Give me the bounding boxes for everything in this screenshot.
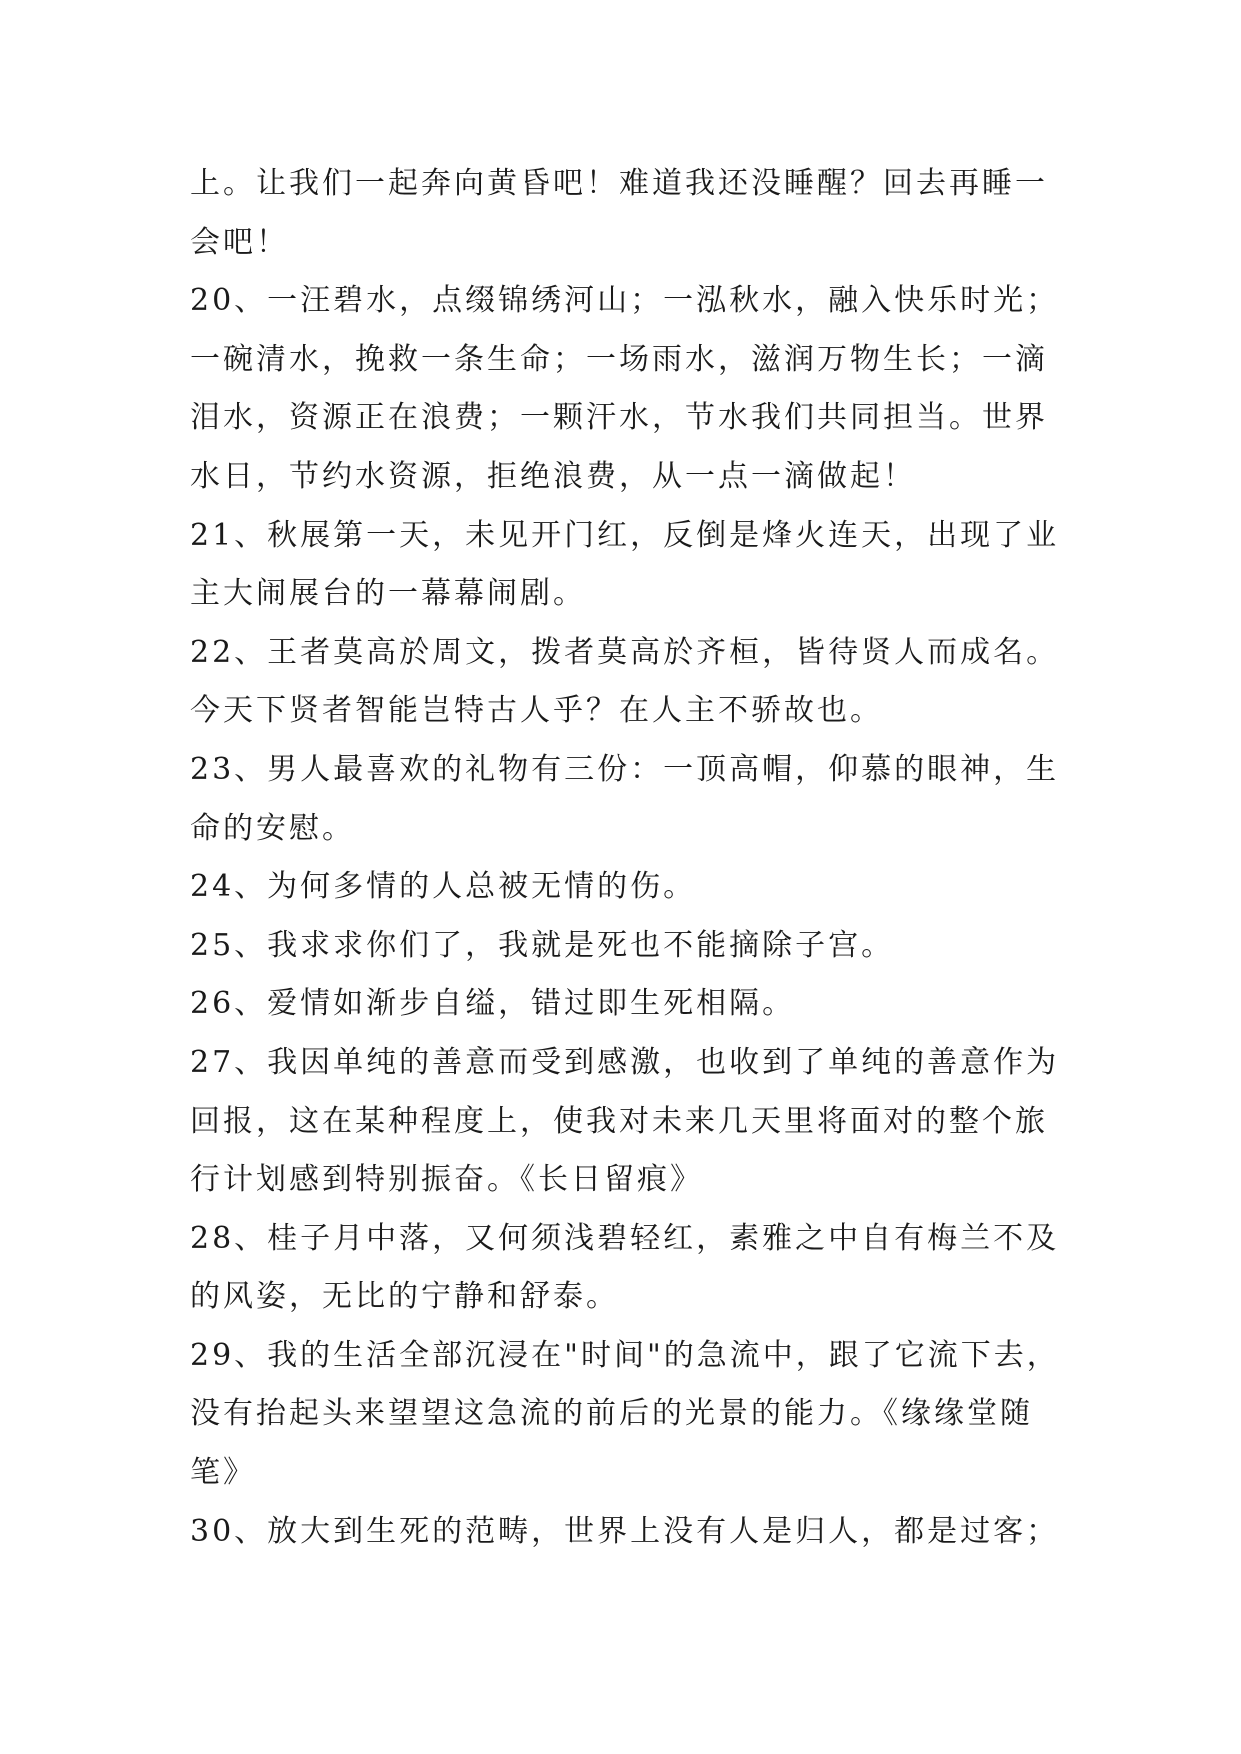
text-line: 的风姿，无比的宁静和舒泰。 (190, 1279, 619, 1315)
text-line: 行计划感到特别振奋。《长日留痕》 (190, 1162, 703, 1198)
text-line: 26、爱情如渐步自缢，错过即生死相隔。 (190, 986, 796, 1022)
text-line: 会吧！ (190, 224, 289, 260)
text-line: 22、王者莫高於周文，拨者莫高於齐桓，皆待贤人而成名。 (190, 634, 1060, 670)
text-line: 一碗清水，挽救一条生命；一场雨水，滋润万物生长；一滴 (190, 341, 1048, 377)
text-line: 没有抬起头来望望这急流的前后的光景的能力。《缘缘堂随 (190, 1396, 1033, 1432)
text-line: 笔》 (190, 1455, 256, 1491)
document-body (190, 155, 1070, 1561)
text-line: 今天下贤者智能岂特古人乎？在人主不骄故也。 (190, 693, 883, 729)
text-line: 21、秋展第一天，未见开门红，反倒是烽火连天，出现了业 (190, 517, 1060, 553)
text-line: 30、放大到生死的范畴，世界上没有人是归人，都是过客； (190, 1513, 1060, 1549)
text-line: 25、我求求你们了，我就是死也不能摘除子宫。 (190, 927, 895, 963)
text-line: 水日，节约水资源，拒绝浪费，从一点一滴做起！ (190, 458, 916, 494)
text-line: 回报，这在某种程度上，使我对未来几天里将面对的整个旅 (190, 1103, 1048, 1139)
text-line: 23、男人最喜欢的礼物有三份：一顶高帽，仰慕的眼神，生 (190, 751, 1060, 787)
text-line: 24、为何多情的人总被无情的伤。 (190, 869, 697, 905)
text-line: 泪水，资源正在浪费；一颗汗水，节水我们共同担当。世界 (190, 400, 1048, 436)
text-line: 上。让我们一起奔向黄昏吧！难道我还没睡醒？回去再睡一 (190, 166, 1048, 201)
text-line: 20、一汪碧水，点缀锦绣河山；一泓秋水，融入快乐时光； (190, 283, 1060, 319)
text-line: 27、我因单纯的善意而受到感激，也收到了单纯的善意作为 (190, 1044, 1060, 1080)
text-line: 28、桂子月中落，又何须浅碧轻红，素雅之中自有梅兰不及 (190, 1220, 1060, 1256)
text-line: 主大闹展台的一幕幕闹剧。 (190, 576, 586, 612)
text-line: 命的安慰。 (190, 810, 355, 846)
text-line: 29、我的生活全部沉浸在"时间"的急流中，跟了它流下去， (190, 1337, 1060, 1373)
